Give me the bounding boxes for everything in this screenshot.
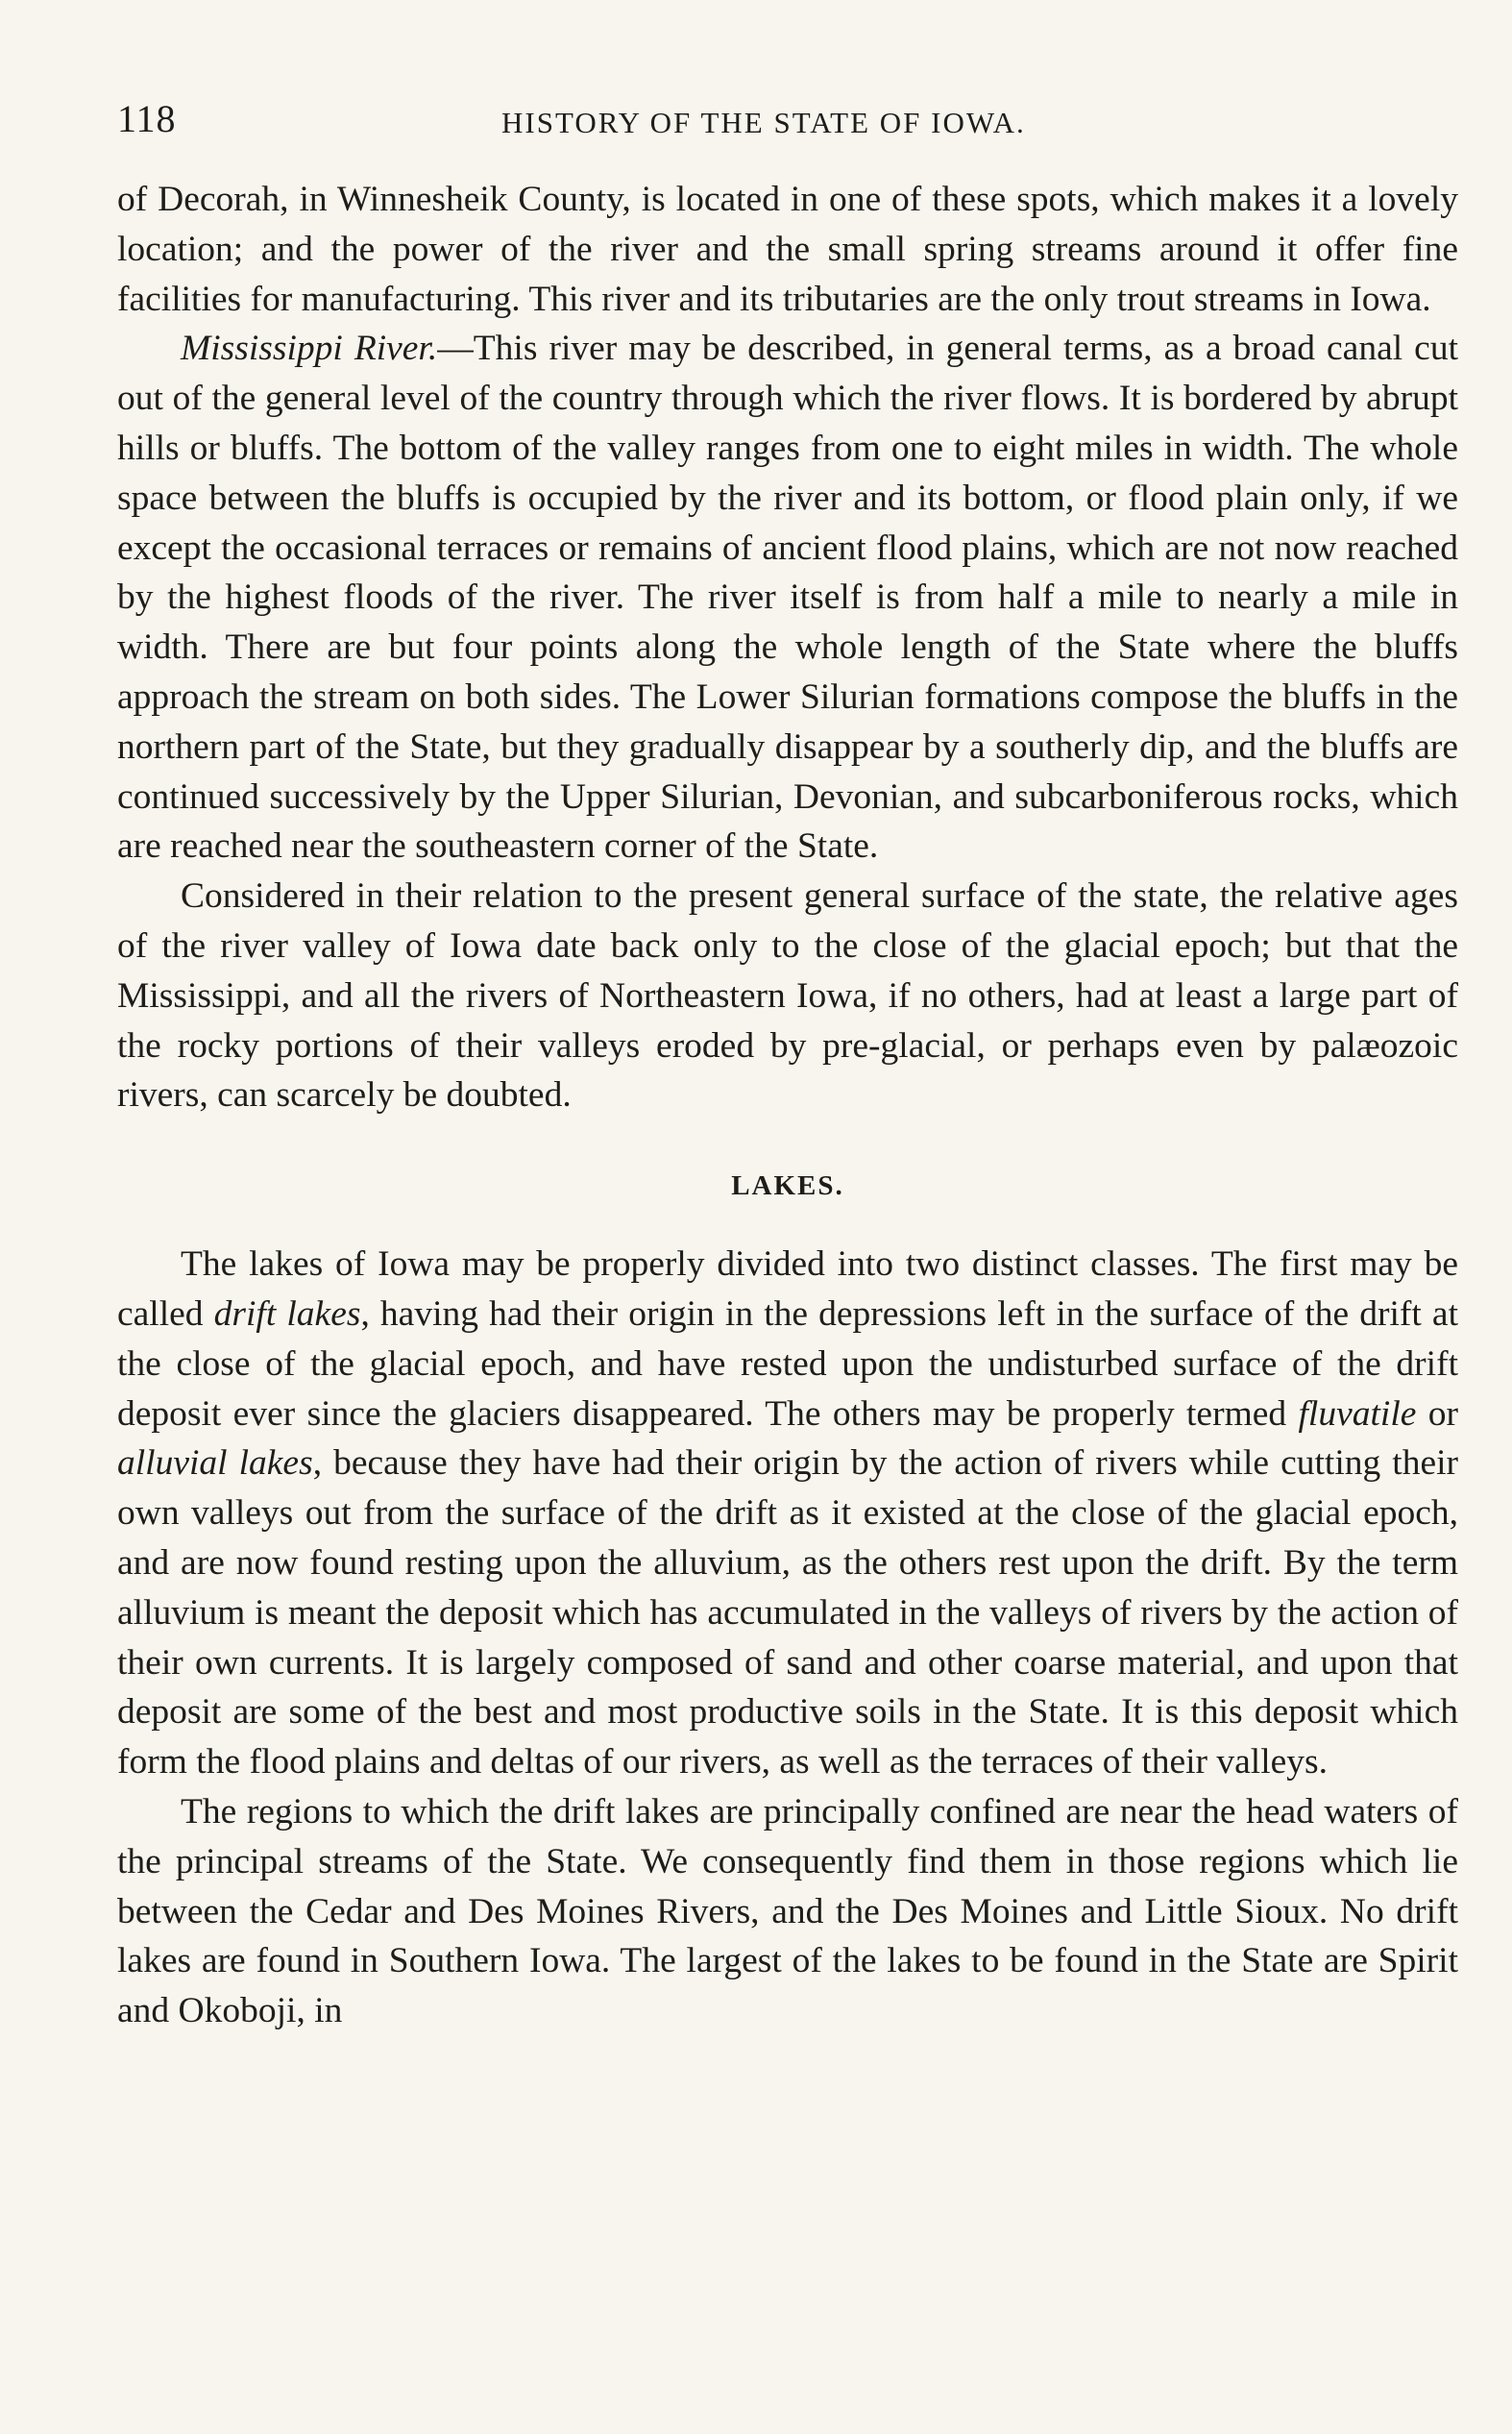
term-alluvial-lakes: alluvial lakes xyxy=(117,1443,313,1484)
lake-classes-text-2: , having had their origin in the depressions left in the surface of the drift at the close of the glacial epoch, and have rested upon the undisturbed surface of the drift deposit ever since the glaciers disappeared. The others may be properly termed xyxy=(117,1293,1458,1434)
lake-classes-text-4: , because they have had their origin by the action of rivers while cutting their own valleys out from the surface of the drift as it existed at the close of the glacial epoch, and are now found resting upon the alluvium, as the others rest upon the drift. By the term alluvium is meant the deposit which has accumulated in the valleys of rivers by the action of their own currents. It is largely composed of sand and other coarse material, and upon that deposit are some of the best and most productive soils in the State. It is this deposit which form the flood plains and deltas of our rivers, as well as the terraces of their valleys. xyxy=(117,1443,1459,1782)
paragraph-lake-classes xyxy=(117,1240,1458,1787)
mississippi-river-lead: Mississippi River. xyxy=(181,329,438,369)
paragraph-continuation: of Decorah, in Winnesheik County, is located in one of these spots, which makes it a lovely location; and the power of the river and the small spring streams around it offer fine facilities for manufacturing. This river and its tributaries are the only trout streams in Iowa. xyxy=(117,180,1458,319)
mississippi-river-text: —This river may be described, in general terms, as a broad canal cut out of the general level of the country through which the river flows. It is bordered by abrupt hills or bluffs. The bottom of the valley ranges from one to eight miles in width. The whole space between the bluffs is occupied by the river and its bottom, or flood plain only, if we except the occasional terraces or remains of ancient flood plains, which are not now reached by the highest floods of the river. The river itself is from half a mile to nearly a mile in width. There are but four points along the whole length of the State where the bluffs approach the stream on both sides. The Lower Silurian formations compose the bluffs in the northern part of the State, but they gradually disappear by a southerly dip, and the bluffs are continued successively by the Upper Silurian, Devonian, and subcarboniferous rocks, which are reached near the southeastern corner of the State. xyxy=(117,329,1458,867)
running-title: HISTORY OF THE STATE OF IOWA. xyxy=(501,106,1026,139)
section-heading-lakes: LAKES. xyxy=(731,1170,844,1202)
term-fluvatile: fluvatile xyxy=(1298,1393,1417,1434)
running-head xyxy=(117,96,1462,154)
paragraph-mississippi-river xyxy=(117,324,1458,872)
lake-classes-text-1: The lakes of Iowa may be properly divided into two distinct classes. The first may be called xyxy=(117,1244,1458,1334)
term-drift-lakes: drift lakes xyxy=(213,1293,361,1334)
body-text xyxy=(117,175,1458,2036)
paragraph-drift-lake-regions: The regions to which the drift lakes are principally confined are near the head waters of the principal streams of the State. We consequently find them in those regions which lie between the Cedar and Des Moines Rivers, and the Des Moines and Little Sioux. No drift lakes are found in Southern Iowa. The largest of the lakes to be found in the State are Spirit and Okoboji, in xyxy=(117,1791,1458,2031)
paragraph-river-valley-ages: Considered in their relation to the present general surface of the state, the relative ages of the river valley of Iowa date back only to the close of the glacial epoch; but that the Mississippi, and all the rivers of Northeastern Iowa, if no others, had at least a large part of the rocky portions of their valleys eroded by pre-glacial, or perhaps even by palæozoic rivers, can scarcely be doubted. xyxy=(117,876,1458,1116)
lake-classes-text-3: or xyxy=(1416,1393,1458,1434)
page-number: 118 xyxy=(117,97,177,140)
